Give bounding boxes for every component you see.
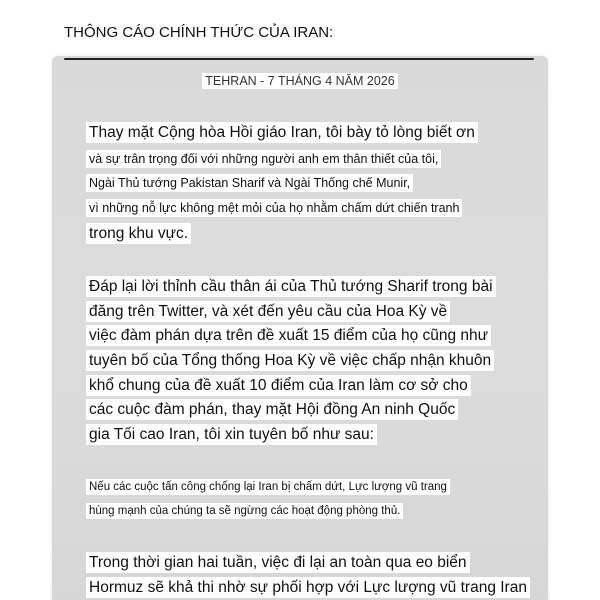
paragraph-line: trong khu vực. (86, 225, 191, 243)
paragraph-line: gia Tối cao Iran, tôi xin tuyên bố như sau: (86, 426, 377, 444)
dateline: TEHRAN - 7 THÁNG 4 NĂM 2026 (202, 73, 397, 89)
paragraph-line: các cuộc đàm phán, thay mặt Hội đồng An ninh Quốc (86, 401, 458, 419)
document-top-rule (64, 58, 534, 60)
paragraph-line: việc đàm phán dựa trên đề xuất 15 điểm của họ cũng như (86, 327, 491, 345)
paragraph-line: tuyên bố của Tổng thống Hoa Kỳ về việc chấp nhận khuôn (86, 352, 494, 370)
paragraph-line: Nếu các cuộc tấn công chống lại Iran bị chấm dứt, Lực lượng vũ trang (86, 481, 450, 493)
paragraph-line: Trong thời gian hai tuần, việc đi lại an toàn qua eo biển (86, 554, 470, 572)
paragraph-line: Ngài Thủ tướng Pakistan Sharif và Ngài Thống chế Munir, (86, 176, 413, 190)
page-title: THÔNG CÁO CHÍNH THỨC CỦA IRAN: (64, 24, 334, 41)
paragraph-line: vì những nỗ lực không mệt mỏi của họ nhằm chấm dứt chiến tranh (86, 201, 462, 215)
paragraph-line: Thay mặt Cộng hòa Hồi giáo Iran, tôi bày tỏ lòng biết ơn (86, 124, 478, 142)
paragraph-line: Đáp lại lời thỉnh cầu thân ái của Thủ tướng Sharif trong bài (86, 278, 496, 296)
dateline-row (0, 72, 600, 90)
paragraph-line: Hormuz sẽ khả thi nhờ sự phối hợp với Lực lượng vũ trang Iran (86, 579, 530, 597)
paragraph-line: hùng mạnh của chúng ta sẽ ngừng các hoạt động phòng thủ. (86, 505, 403, 517)
paragraph-line: và sự trân trọng đối với những người anh em thân thiết của tôi, (86, 152, 441, 166)
paragraph-line: đăng trên Twitter, và xét đến yêu cầu của Hoa Kỳ về (86, 303, 450, 321)
paragraph-line: khổ chung của đề xuất 10 điểm của Iran làm cơ sở cho (86, 377, 471, 395)
